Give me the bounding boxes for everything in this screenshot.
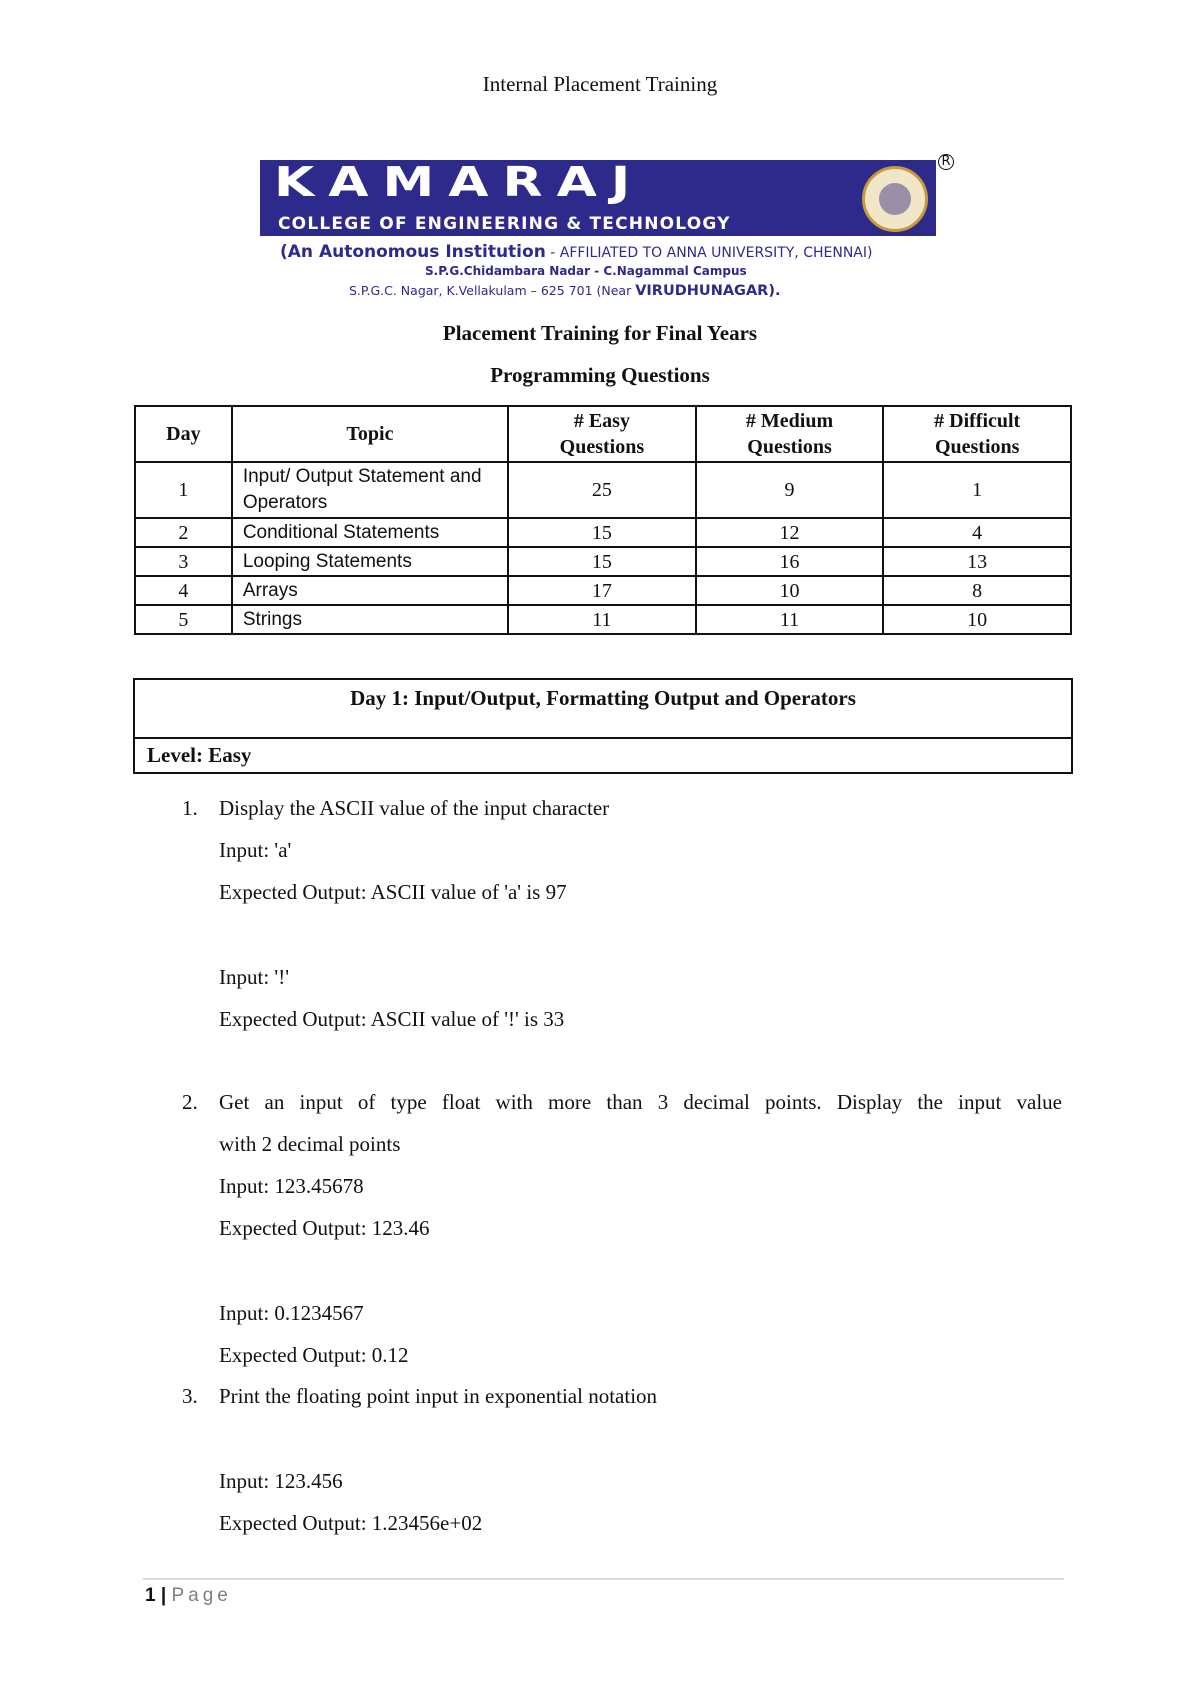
registered-mark-icon: R	[938, 154, 954, 170]
expected-output: Expected Output: 0.12	[219, 1343, 409, 1367]
logo-affiliation-line	[280, 242, 872, 262]
cell-day: 1	[135, 462, 232, 518]
logo-address: S.P.G.C. Nagar, K.Vellakulam – 625 701 (Near	[349, 283, 636, 298]
header-difficult-line2: Questions	[934, 436, 1020, 458]
logo-city: VIRUDHUNAGAR).	[635, 283, 781, 299]
sample-input: Input: 0.1234567	[219, 1301, 364, 1325]
running-header: Internal Placement Training	[482, 72, 718, 96]
summary-table	[134, 405, 1072, 635]
header-medium-line2: Questions	[747, 436, 832, 458]
cell-medium: 12	[696, 518, 884, 547]
level-label: Level: Easy	[147, 743, 252, 767]
question-number: 1.	[182, 796, 198, 820]
logo-banner	[260, 160, 936, 236]
logo-address-line	[349, 283, 780, 299]
college-seal-icon	[862, 166, 928, 232]
cell-day: 3	[135, 547, 232, 576]
question-text: Print the floating point input in exponential notation	[219, 1384, 658, 1408]
page-label: Page	[171, 1585, 232, 1606]
cell-topic: Input/ Output Statement and Operators	[232, 462, 508, 518]
cell-difficult: 4	[883, 518, 1071, 547]
cell-medium: 16	[696, 547, 884, 576]
table-header-row	[135, 406, 1071, 462]
logo-autonomous: (An Autonomous Institution	[280, 242, 546, 262]
cell-medium: 9	[696, 462, 884, 518]
question-text: Get an input of type float with more than 3 decimal points. Display the input value	[219, 1090, 1062, 1114]
cell-easy: 15	[508, 518, 696, 547]
question-text-continued: with 2 decimal points	[219, 1132, 401, 1156]
cell-easy: 25	[508, 462, 696, 518]
table-row	[135, 605, 1071, 634]
expected-output: Expected Output: 123.46	[219, 1216, 430, 1240]
footer-separator: |	[160, 1585, 167, 1606]
table-row	[135, 576, 1071, 605]
sample-input: Input: 123.45678	[219, 1174, 364, 1198]
header-topic: Topic	[232, 406, 508, 462]
expected-output: Expected Output: 1.23456e+02	[219, 1511, 483, 1535]
cell-topic: Strings	[232, 605, 508, 634]
logo-campus-line: S.P.G.Chidambara Nadar - C.Nagammal Campus	[425, 264, 747, 278]
table-row	[135, 547, 1071, 576]
cell-day: 2	[135, 518, 232, 547]
college-logo	[260, 154, 960, 299]
header-day: Day	[135, 406, 232, 462]
cell-easy: 11	[508, 605, 696, 634]
cell-difficult: 10	[883, 605, 1071, 634]
cell-easy: 17	[508, 576, 696, 605]
header-difficult-line1: # Difficult	[934, 410, 1021, 432]
cell-topic: Conditional Statements	[232, 518, 508, 547]
sample-input: Input: '!'	[219, 965, 289, 989]
cell-difficult: 13	[883, 547, 1071, 576]
logo-college-subtitle: COLLEGE OF ENGINEERING & TECHNOLOGY	[278, 214, 731, 234]
header-medium	[696, 406, 884, 462]
cell-easy: 15	[508, 547, 696, 576]
cell-topic: Looping Statements	[232, 547, 508, 576]
footer-divider	[143, 1578, 1064, 1580]
page-number: 1	[145, 1585, 156, 1606]
cell-medium: 10	[696, 576, 884, 605]
header-difficult	[883, 406, 1071, 462]
page-footer	[145, 1585, 232, 1607]
logo-college-name: KAMARAJ	[274, 159, 645, 207]
logo-affiliation: - AFFILIATED TO ANNA UNIVERSITY, CHENNAI)	[545, 245, 873, 261]
expected-output: Expected Output: ASCII value of 'a' is 97	[219, 880, 567, 904]
table-row	[135, 462, 1071, 518]
table-row	[135, 518, 1071, 547]
question-number: 2.	[182, 1090, 198, 1114]
cell-day: 4	[135, 576, 232, 605]
cell-difficult: 1	[883, 462, 1071, 518]
cell-day: 5	[135, 605, 232, 634]
sample-input: Input: 123.456	[219, 1469, 343, 1493]
question-text: Display the ASCII value of the input character	[219, 796, 610, 820]
page-subtitle: Programming Questions	[490, 363, 710, 387]
cell-topic: Arrays	[232, 576, 508, 605]
header-easy	[508, 406, 696, 462]
expected-output: Expected Output: ASCII value of '!' is 33	[219, 1007, 565, 1031]
header-easy-line1: # Easy	[573, 410, 630, 432]
cell-difficult: 8	[883, 576, 1071, 605]
question-number: 3.	[182, 1384, 198, 1408]
page-title: Placement Training for Final Years	[442, 321, 758, 345]
cell-medium: 11	[696, 605, 884, 634]
header-medium-line1: # Medium	[745, 410, 834, 432]
header-easy-line2: Questions	[559, 436, 645, 458]
day-section-title: Day 1: Input/Output, Formatting Output and Operators	[135, 680, 1071, 739]
sample-input: Input: 'a'	[219, 838, 292, 862]
day-section-box	[133, 678, 1073, 774]
